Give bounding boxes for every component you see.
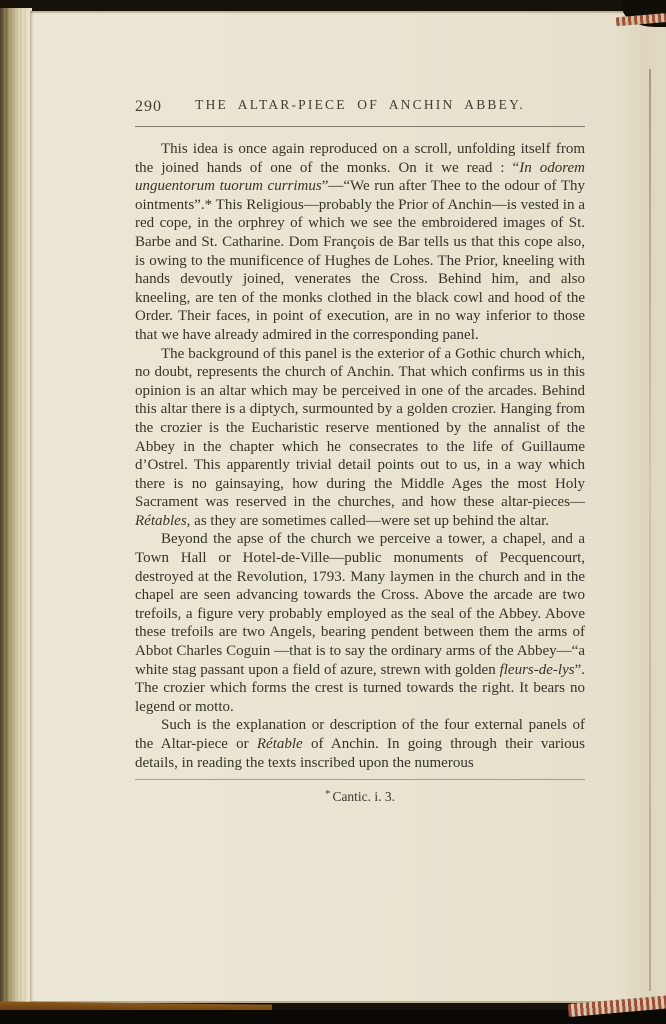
- page-number: 290: [135, 98, 162, 115]
- body-text: [135, 140, 585, 772]
- paragraph: This idea is once again reproduced on a scroll, unfolding itself from the joined hands of one of the monks. On it we read : “In odorem unguentorum tuorum currimus”—“We run after Thee to the odour of Thy ointments”.* This Religious—probably the Prior of Anchin—is vested in a red cope, in the orphrey of which we see the embroidered images of St. Barbe and St. Catharine. Dom François de Bar tells us that this cope also, is owing to the munificence of Hughes de Lohes. The Prior, kneeling with hands devoutly joined, venerates the Cross. Behind him, and also kneeling, are ten of the monks clothed in the black cowl and hood of the Order. Their faces, in point of execution, are in no way inferior to those that we have already admired in the corresponding panel.: [135, 141, 585, 343]
- running-head: THE ALTAR-PIECE OF ANCHIN ABBEY.: [195, 97, 525, 112]
- book-page-edges: [0, 8, 32, 1004]
- paragraph: The background of this panel is the exterior of a Gothic church which, no doubt, represents the church of Anchin. That which confirms us in this opinion is an altar which may be perceived in one of the arcades. Behind this altar there is a diptych, surmounted by a golden crozier. Hanging from the crozier is the Eucharistic reserve mentioned by the annalist of the Abbey in the chapter which he consecrates to the life of Guillaume d’Ostrel. This apparently trivial detail points out to us, in a way which there is no gainsaying, how during the Middle Ages the most Holy Sacrament was reserved in the churches, and how these altar-pieces—Rétables, as they are sometimes called—were set up behind the altar.: [135, 345, 585, 529]
- page-crease: [649, 69, 651, 991]
- text-column: [135, 97, 585, 805]
- book-page: [30, 11, 666, 1003]
- header-rule: [135, 126, 585, 127]
- paragraph: Beyond the apse of the church we perceive a tower, a chapel, and a Town Hall or Hotel-de-Ville—public monuments of Pecquencourt, destroyed at the Revolution, 1793. Many laymen in the church and in the chapel are seen advancing towards the Cross. Above the arcade are two trefoils, a figure very probably employed as the seal of the Abbey. Above these trefoils are two Angels, bearing pendent between them the arms of Abbot Charles Coguin —that is to say the ordinary arms of the Abbey—“a white stag passant upon a field of azure, strewn with golden fleurs-de-lys”. The crozier which forms the crest is turned towards the right. It bears no legend or motto.: [135, 531, 585, 715]
- paragraph: Such is the explanation or description of the four external panels of the Altar-piece or Rétable of Anchin. In going through their various details, in reading the texts inscribed upon the numerous: [135, 717, 585, 771]
- page-header: [135, 97, 585, 114]
- footnote-rule: [135, 779, 585, 780]
- footnote-marker: *: [324, 788, 331, 801]
- footnote-text: Cantic. i. 3.: [332, 789, 396, 805]
- footnote: [135, 788, 585, 805]
- scan-bottom-shadow: [0, 1010, 666, 1024]
